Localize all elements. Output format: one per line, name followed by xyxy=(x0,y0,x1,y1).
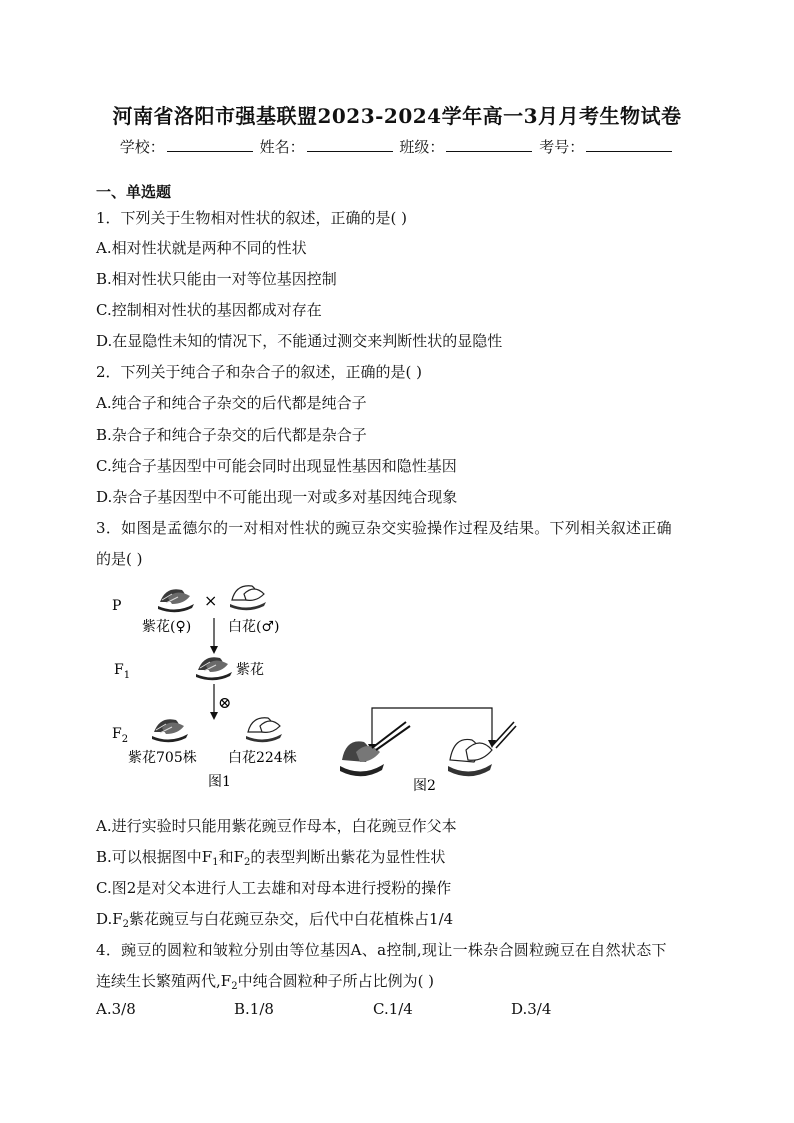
q2-stem: 2．下列关于纯合子和杂合子的叙述，正确的是( ) xyxy=(96,363,423,381)
q3-option-b[interactable]: B.可以根据图中$F_1$和$F_2$的表型判断出紫花为显性性状 xyxy=(96,848,446,868)
class-label: 班级： xyxy=(399,138,445,156)
q3-option-c[interactable]: C.图2是对父本进行人工去雄和对母本进行授粉的操作 xyxy=(96,879,452,897)
emasculated-flower-icon xyxy=(340,741,384,776)
pollinated-flower-icon xyxy=(448,739,492,776)
q4-option-d[interactable]: D.3/4 xyxy=(511,1000,552,1018)
fig-f2-label: $F_2$ xyxy=(112,726,129,745)
fig-f1-label: $F_1$ xyxy=(114,662,131,681)
q2-option-a[interactable]: A.纯合子和纯合子杂交的后代都是纯合子 xyxy=(96,394,367,412)
class-blank[interactable] xyxy=(446,139,532,152)
fig2-caption: 图2 xyxy=(413,778,436,794)
f2-purple-flower-icon xyxy=(152,719,188,742)
q1-option-a[interactable]: A.相对性状就是两种不同的性状 xyxy=(96,239,307,257)
fig-cross-symbol: × xyxy=(204,591,218,610)
q4-option-c[interactable]: C.1/4 xyxy=(373,1000,413,1018)
student-info-row xyxy=(0,136,794,157)
school-blank[interactable] xyxy=(167,139,253,152)
fig-selfing-symbol: ⊗ xyxy=(218,693,232,712)
white-flower-icon xyxy=(230,586,266,610)
fig1-caption: 图1 xyxy=(208,774,231,790)
q3-option-a[interactable]: A.进行实验时只能用紫花豌豆作母本，白花豌豆作父本 xyxy=(96,817,457,835)
q1-option-d[interactable]: D.在显隐性未知的情况下，不能通过测交来判断性状的显隐性 xyxy=(96,332,503,350)
q3-stem-line2: 的是( ) xyxy=(96,550,143,568)
q4-options xyxy=(96,1000,696,1020)
fig-purple-female: 紫花(♀) xyxy=(142,619,192,635)
purple-flower-icon xyxy=(158,589,194,612)
fig-f1-purple: 紫花 xyxy=(236,662,264,678)
q2-option-b[interactable]: B.杂合子和纯合子杂交的后代都是杂合子 xyxy=(96,426,367,444)
q1-option-b[interactable]: B.相对性状只能由一对等位基因控制 xyxy=(96,270,337,288)
pea-cross-figure xyxy=(100,578,530,800)
fig-p-label: P xyxy=(112,598,122,614)
q3-stem-line1: 3．如图是孟德尔的一对相对性状的豌豆杂交实验操作过程及结果。下列相关叙述正确 xyxy=(96,519,672,537)
f2-white-flower-icon xyxy=(246,718,282,742)
q2-option-c[interactable]: C.纯合子基因型中可能会同时出现显性基因和隐性基因 xyxy=(96,457,457,475)
q4-option-a[interactable]: A.3/8 xyxy=(96,1000,136,1018)
number-blank[interactable] xyxy=(586,139,672,152)
fig-white-male: 白花(♂) xyxy=(228,619,280,635)
figure2-operation-diagram xyxy=(340,708,516,794)
q3-option-d[interactable]: $D.F_2$紫花豌豆与白花豌豆杂交，后代中白花植株占1/4 xyxy=(96,910,454,930)
page-title: 河南省洛阳市强基联盟2023-2024学年高一3月月考生物试卷 xyxy=(112,104,682,128)
name-label: 姓名： xyxy=(259,138,305,156)
q1-stem: 1．下列关于生物相对性状的叙述，正确的是( ) xyxy=(96,209,408,227)
number-label: 考号： xyxy=(539,138,585,156)
q2-option-d[interactable]: D.杂合子基因型中不可能出现一对或多对基因纯合现象 xyxy=(96,488,458,506)
q4-option-b[interactable]: B.1/8 xyxy=(234,1000,274,1018)
q4-stem-line2: 连续生长繁殖两代$,F_2$中纯合圆粒种子所占比例为( ) xyxy=(96,972,435,992)
name-blank[interactable] xyxy=(307,139,393,152)
f1-purple-flower-icon xyxy=(196,657,232,680)
q1-option-c[interactable]: C.控制相对性状的基因都成对存在 xyxy=(96,301,322,319)
fig-f2-white-count: 白花224株 xyxy=(228,750,297,766)
school-label: 学校： xyxy=(119,138,165,156)
q4-stem-line1: 4．豌豆的圆粒和皱粒分别由等位基因A、a控制,现让一株杂合圆粒豌豆在自然状态下 xyxy=(96,941,667,959)
section-heading: 一、单选题 xyxy=(96,183,172,201)
fig-f2-purple-count: 紫花705株 xyxy=(128,750,197,766)
